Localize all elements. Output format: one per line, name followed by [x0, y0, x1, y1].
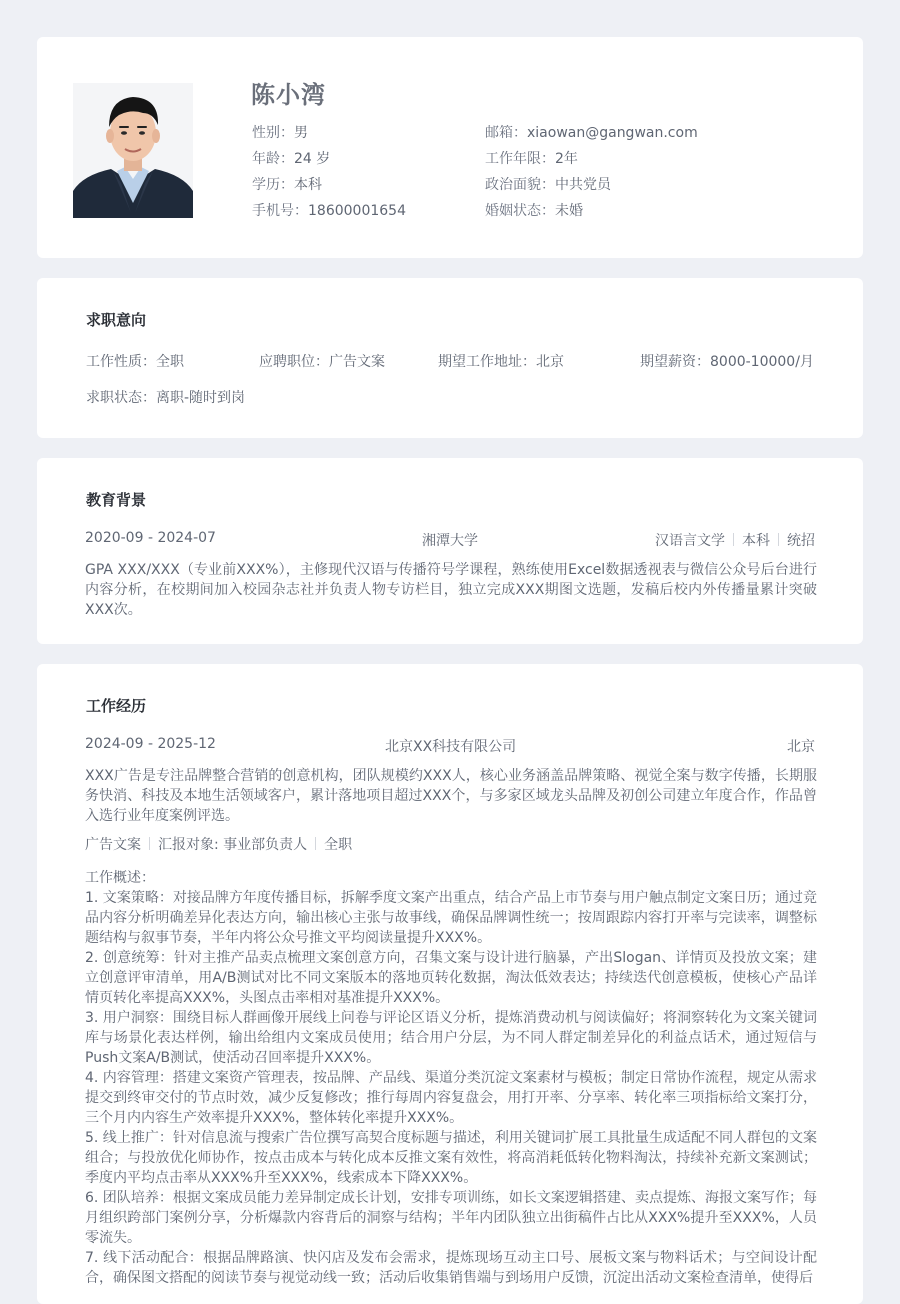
phone-value: 18600001654 [308, 203, 406, 219]
phone-field [252, 200, 406, 220]
separator [315, 837, 316, 850]
years-value: 2年 [555, 151, 578, 167]
politics-value: 中共党员 [555, 177, 611, 193]
degree: 本科 [742, 533, 770, 549]
work-period: 2024-09 - 2025-12 [85, 736, 216, 752]
work-item-4: 4. 内容管理：搭建文案资产管理表，按品牌、产品线、渠道分类沉淀文案素材与模板；制定日常协作流程，规定从需求提交到终审交付的节点时效，减少反复修改；推行每周内容复盘会，用打开率、分享率、转化率三项指标给文案打分，三个月内内容生产效率提升XXX%，整体转化率提升XXX%。 [85, 1070, 817, 1126]
company-name: 北京XX科技有限公司 [385, 739, 517, 755]
years-label: 工作年限： [485, 151, 555, 167]
profile-card [37, 37, 863, 258]
status-label: 求职状态： [86, 390, 156, 406]
job-type-label: 工作性质： [86, 354, 156, 370]
section-title-education: 教育背景 [86, 491, 147, 509]
role-meta [85, 834, 352, 854]
section-title-intent: 求职意向 [86, 311, 147, 329]
separator [778, 533, 779, 546]
gender-value: 男 [294, 125, 308, 141]
politics-field [485, 174, 611, 194]
age-field [252, 148, 330, 168]
salary-label: 期望薪资： [640, 354, 710, 370]
work-item-6: 6. 团队培养：根据文案成员能力差异制定成长计划，安排专项训练，如长文案逻辑搭建、卖点提炼、海报文案写作；每月组织跨部门案例分享，分析爆款内容背后的洞察与结构；半年内团队独立出街稿件占比从XXX%提升至XXX%，人员零流失。 [85, 1190, 817, 1246]
years-field [485, 148, 578, 168]
role: 广告文案 [85, 837, 141, 853]
section-title-work: 工作经历 [86, 697, 147, 715]
report-to: 汇报对象: 事业部负责人 [158, 837, 308, 853]
work-item-2: 2. 创意统筹：针对主推产品卖点梳理文案创意方向，召集文案与设计进行脑暴，产出Slogan、详情页及投放文案；建立创意评审清单，用A/B测试对比不同文案版本的落地页转化数据，淘汰低效表达；持续迭代创意模板，使核心产品详情页转化率提高XXX%，头图点击率相对基准提升XXX%。 [85, 950, 817, 1006]
work-city: 北京 [787, 739, 815, 755]
separator [149, 837, 150, 850]
location-value: 北京 [536, 354, 564, 370]
age-value: 24 岁 [294, 151, 331, 167]
major: 汉语言文学 [655, 533, 725, 549]
status-value: 离职-随时到岗 [156, 390, 246, 406]
marital-value: 未婚 [555, 203, 583, 219]
company-intro: XXX广告是专注品牌整合营销的创意机构，团队规模约XXX人，核心业务涵盖品牌策略、视觉全案与数字传播，长期服务快消、科技及本地生活领域客户，累计落地项目超过XXX个，与多家区域龙头品牌及初创公司建立年度合作，作品曾入选行业年度案例评选。 [85, 768, 817, 824]
marital-field [485, 200, 583, 220]
enrollment: 统招 [787, 533, 815, 549]
status-field [86, 387, 245, 407]
job-type-field [86, 351, 184, 371]
avatar [73, 83, 193, 218]
candidate-name: 陈小湾 [251, 81, 326, 109]
education-label: 学历： [252, 177, 294, 193]
salary-field [640, 351, 814, 371]
phone-label: 手机号： [252, 203, 308, 219]
gender-label: 性别： [252, 125, 294, 141]
education-meta [655, 530, 815, 550]
school-name: 湘潭大学 [422, 533, 478, 549]
education-field [252, 174, 322, 194]
portrait-image [73, 83, 193, 218]
job-type-value: 全职 [156, 354, 184, 370]
politics-label: 政治面貌： [485, 177, 555, 193]
work-item-5: 5. 线上推广：针对信息流与搜索广告位撰写高契合度标题与描述，利用关键词扩展工具批量生成适配不同人群包的文案组合；与投放优化师协作，按点击成本与转化成本反推文案有效性，将高消耗低转化物料淘汰，持续补充新文案测试；季度内平均点击率从XXX%升至XXX%，线索成本下降XXX%。 [85, 1130, 817, 1186]
position-value: 广告文案 [329, 354, 385, 370]
work-card [37, 664, 863, 1304]
work-item-3: 3. 用户洞察：围绕目标人群画像开展线上问卷与评论区语义分析，提炼消费动机与阅读偏好；将洞察转化为文案关键词库与场景化表达样例，输出给组内文案成员使用；结合用户分层，为不同人群定制差异化的利益点话术，通过短信与Push文案A/B测试，使活动召回率提升XXX%。 [85, 1010, 817, 1066]
work-item-7: 7. 线下活动配合：根据品牌路演、快闪店及发布会需求，提炼现场互动主口号、展板文案与物料话术；与空间设计配合，确保图文搭配的阅读节奏与视觉动线一致；活动后收集销售端与到场用户反馈，沉淀出活动文案检查清单，使得后 [85, 1250, 817, 1286]
position-field [259, 351, 385, 371]
work-overview-label: 工作概述： [85, 870, 155, 886]
separator [733, 533, 734, 546]
education-period: 2020-09 - 2024-07 [85, 530, 216, 546]
age-label: 年龄： [252, 151, 294, 167]
salary-value: 8000-10000/月 [710, 354, 814, 370]
email-field [485, 122, 698, 142]
job-type: 全职 [324, 837, 353, 853]
position-label: 应聘职位： [259, 354, 329, 370]
job-intent-card [37, 278, 863, 438]
education-value: 本科 [294, 177, 322, 193]
gender-field [252, 122, 308, 142]
email-label: 邮箱： [485, 125, 527, 141]
marital-label: 婚姻状态： [485, 203, 555, 219]
location-field [438, 351, 564, 371]
education-description: GPA XXX/XXX（专业前XXX%），主修现代汉语与传播符号学课程，熟练使用Excel数据透视表与微信公众号后台进行内容分析，在校期间加入校园杂志社并负责人物专访栏目，独立完成XXX期图文选题，发稿后校内外传播量累计突破XXX次。 [85, 562, 817, 618]
email-value: xiaowan@gangwan.com [527, 125, 698, 141]
work-item-1: 1. 文案策略：对接品牌方年度传播目标，拆解季度文案产出重点，结合产品上市节奏与用户触点制定文案日历；通过竞品内容分析明确差异化表达方向，输出核心主张与故事线，确保品牌调性统一；按周跟踪内容打开率与完读率，调整标题结构与叙事节奏，半年内将公众号推文平均阅读量提升XXX%。 [85, 890, 817, 946]
education-card [37, 458, 863, 644]
location-label: 期望工作地址： [438, 354, 536, 370]
